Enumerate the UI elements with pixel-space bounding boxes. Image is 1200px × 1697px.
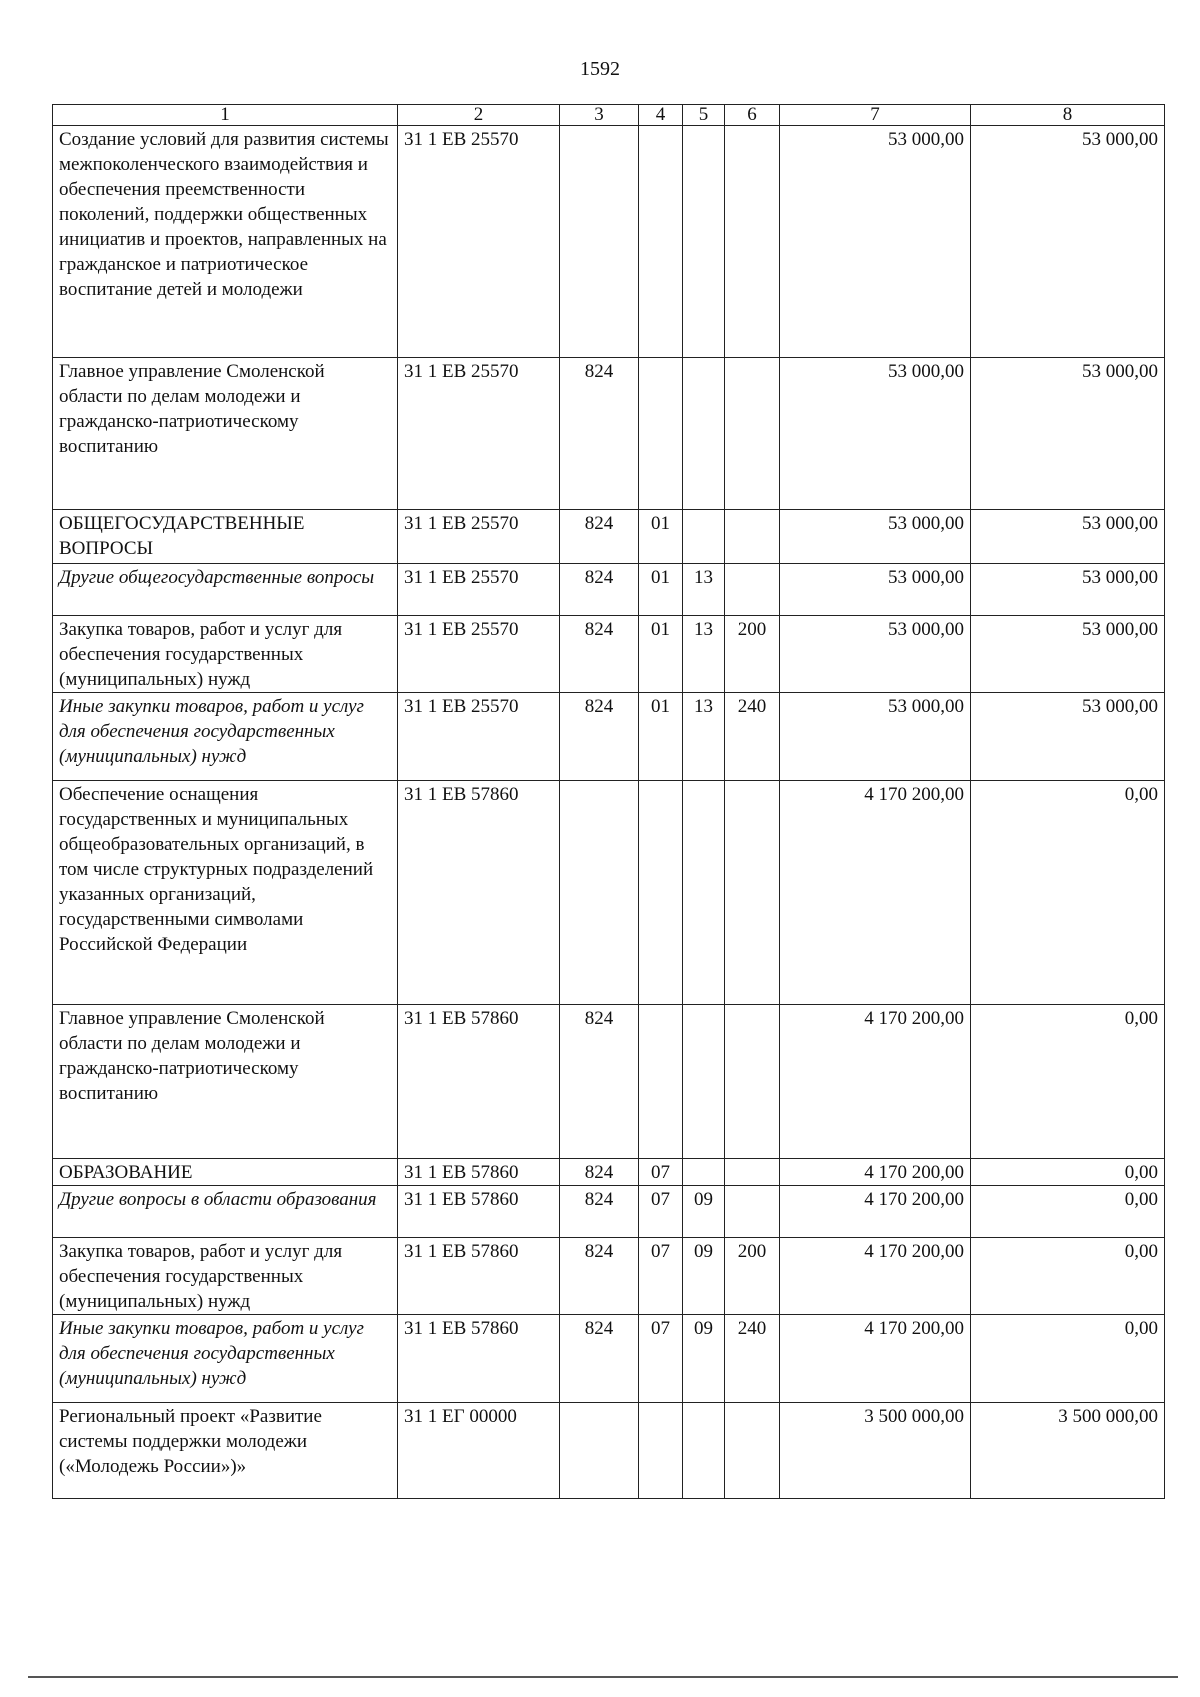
row-name-cell: ОБЩЕГОСУДАРСТВЕННЫЕ ВОПРОСЫ — [53, 510, 398, 564]
ministry-code-cell: 824 — [560, 616, 639, 693]
amount-col8-cell: 0,00 — [971, 1315, 1165, 1403]
target-code-cell: 31 1 ЕВ 25570 — [398, 564, 560, 616]
target-code-cell: 31 1 ЕВ 57860 — [398, 1005, 560, 1159]
table-row — [53, 510, 1165, 564]
table-row — [53, 564, 1165, 616]
target-code-cell: 31 1 ЕВ 25570 — [398, 510, 560, 564]
header-cell: 1 — [53, 105, 398, 126]
table-row — [53, 1238, 1165, 1315]
ministry-code-cell — [560, 781, 639, 1005]
subsection-code-cell: 13 — [683, 616, 725, 693]
row-name-cell: Другие общегосударственные вопросы — [53, 564, 398, 616]
amount-col8-cell: 0,00 — [971, 781, 1165, 1005]
row-name-cell: Другие вопросы в области образования — [53, 1186, 398, 1238]
subsection-code-cell: 09 — [683, 1315, 725, 1403]
amount-col8-cell: 0,00 — [971, 1186, 1165, 1238]
section-code-cell — [639, 126, 683, 358]
page-number: 1592 — [580, 58, 620, 80]
section-code-cell: 07 — [639, 1315, 683, 1403]
expense-type-cell: 240 — [725, 693, 780, 781]
amount-col8-cell: 3 500 000,00 — [971, 1403, 1165, 1499]
target-code-cell: 31 1 ЕВ 25570 — [398, 358, 560, 510]
target-code-cell: 31 1 ЕВ 25570 — [398, 693, 560, 781]
amount-col8-cell: 53 000,00 — [971, 564, 1165, 616]
row-name-cell: Иные закупки товаров, работ и услуг для обеспечения государственных (муниципальных) нужд — [53, 1315, 398, 1403]
header-cell: 6 — [725, 105, 780, 126]
table-row — [53, 1403, 1165, 1499]
row-name-cell: Региональный проект «Развитие системы поддержки молодежи («Молодежь России»)» — [53, 1403, 398, 1499]
budget-table — [52, 104, 1165, 1499]
ministry-code-cell: 824 — [560, 1005, 639, 1159]
amount-col8-cell: 0,00 — [971, 1238, 1165, 1315]
section-code-cell: 07 — [639, 1186, 683, 1238]
expense-type-cell — [725, 781, 780, 1005]
subsection-code-cell — [683, 781, 725, 1005]
expense-type-cell — [725, 1005, 780, 1159]
subsection-code-cell: 09 — [683, 1238, 725, 1315]
amount-col7-cell: 4 170 200,00 — [780, 1186, 971, 1238]
target-code-cell: 31 1 ЕВ 25570 — [398, 616, 560, 693]
amount-col7-cell: 53 000,00 — [780, 564, 971, 616]
section-code-cell — [639, 781, 683, 1005]
header-cell: 4 — [639, 105, 683, 126]
subsection-code-cell — [683, 126, 725, 358]
ministry-code-cell — [560, 126, 639, 358]
expense-type-cell — [725, 1403, 780, 1499]
amount-col7-cell: 4 170 200,00 — [780, 1238, 971, 1315]
amount-col7-cell: 4 170 200,00 — [780, 781, 971, 1005]
ministry-code-cell: 824 — [560, 1186, 639, 1238]
table-row — [53, 693, 1165, 781]
row-name-cell: Закупка товаров, работ и услуг для обеспечения государственных (муниципальных) нужд — [53, 1238, 398, 1315]
amount-col7-cell: 4 170 200,00 — [780, 1159, 971, 1186]
table-row — [53, 1315, 1165, 1403]
subsection-code-cell — [683, 1159, 725, 1186]
ministry-code-cell: 824 — [560, 693, 639, 781]
header-row — [53, 105, 1165, 126]
row-name-cell: Обеспечение оснащения государственных и муниципальных общеобразовательных организаций, в том числе структурных подразделений указанных организаций, государственными символами Российской Федерации — [53, 781, 398, 1005]
row-name-cell: Главное управление Смоленской области по делам молодежи и гражданско-патриотическому воспитанию — [53, 358, 398, 510]
subsection-code-cell — [683, 1403, 725, 1499]
target-code-cell: 31 1 ЕВ 57860 — [398, 1238, 560, 1315]
amount-col8-cell: 53 000,00 — [971, 358, 1165, 510]
table-row — [53, 1186, 1165, 1238]
subsection-code-cell — [683, 1005, 725, 1159]
target-code-cell: 31 1 ЕВ 57860 — [398, 781, 560, 1005]
section-code-cell: 01 — [639, 693, 683, 781]
amount-col7-cell: 53 000,00 — [780, 126, 971, 358]
table-row — [53, 616, 1165, 693]
ministry-code-cell: 824 — [560, 1159, 639, 1186]
subsection-code-cell: 13 — [683, 564, 725, 616]
ministry-code-cell — [560, 1403, 639, 1499]
section-code-cell — [639, 1005, 683, 1159]
section-code-cell — [639, 1403, 683, 1499]
amount-col7-cell: 53 000,00 — [780, 510, 971, 564]
amount-col8-cell: 53 000,00 — [971, 126, 1165, 358]
amount-col7-cell: 53 000,00 — [780, 358, 971, 510]
amount-col7-cell: 3 500 000,00 — [780, 1403, 971, 1499]
footer-rule — [28, 1676, 1178, 1678]
header-cell: 7 — [780, 105, 971, 126]
expense-type-cell: 200 — [725, 616, 780, 693]
row-name-cell: Главное управление Смоленской области по делам молодежи и гражданско-патриотическому воспитанию — [53, 1005, 398, 1159]
amount-col7-cell: 4 170 200,00 — [780, 1315, 971, 1403]
ministry-code-cell: 824 — [560, 510, 639, 564]
table-row — [53, 781, 1165, 1005]
section-code-cell: 01 — [639, 564, 683, 616]
section-code-cell: 07 — [639, 1238, 683, 1315]
expense-type-cell — [725, 1186, 780, 1238]
header-cell: 3 — [560, 105, 639, 126]
row-name-cell: Закупка товаров, работ и услуг для обеспечения государственных (муниципальных) нужд — [53, 616, 398, 693]
row-name-cell: ОБРАЗОВАНИЕ — [53, 1159, 398, 1186]
target-code-cell: 31 1 ЕВ 25570 — [398, 126, 560, 358]
ministry-code-cell: 824 — [560, 1238, 639, 1315]
target-code-cell: 31 1 ЕГ 00000 — [398, 1403, 560, 1499]
table-row — [53, 126, 1165, 358]
subsection-code-cell: 09 — [683, 1186, 725, 1238]
section-code-cell: 07 — [639, 1159, 683, 1186]
row-name-cell: Создание условий для развития системы межпоколенческого взаимодействия и обеспечения преемственности поколений, поддержки общественных инициатив и проектов, направленных на гражданское и патриотическое воспитание детей и молодежи — [53, 126, 398, 358]
amount-col8-cell: 53 000,00 — [971, 510, 1165, 564]
header-cell: 8 — [971, 105, 1165, 126]
subsection-code-cell — [683, 510, 725, 564]
expense-type-cell: 240 — [725, 1315, 780, 1403]
section-code-cell: 01 — [639, 616, 683, 693]
table-row — [53, 1159, 1165, 1186]
amount-col7-cell: 53 000,00 — [780, 693, 971, 781]
ministry-code-cell: 824 — [560, 1315, 639, 1403]
amount-col8-cell: 0,00 — [971, 1159, 1165, 1186]
expense-type-cell — [725, 510, 780, 564]
expense-type-cell — [725, 358, 780, 510]
target-code-cell: 31 1 ЕВ 57860 — [398, 1159, 560, 1186]
ministry-code-cell: 824 — [560, 564, 639, 616]
header-cell: 5 — [683, 105, 725, 126]
ministry-code-cell: 824 — [560, 358, 639, 510]
amount-col7-cell: 4 170 200,00 — [780, 1005, 971, 1159]
subsection-code-cell: 13 — [683, 693, 725, 781]
subsection-code-cell — [683, 358, 725, 510]
amount-col8-cell: 53 000,00 — [971, 616, 1165, 693]
expense-type-cell: 200 — [725, 1238, 780, 1315]
expense-type-cell — [725, 126, 780, 358]
row-name-cell: Иные закупки товаров, работ и услуг для обеспечения государственных (муниципальных) нужд — [53, 693, 398, 781]
table-row — [53, 358, 1165, 510]
amount-col7-cell: 53 000,00 — [780, 616, 971, 693]
table-row — [53, 1005, 1165, 1159]
target-code-cell: 31 1 ЕВ 57860 — [398, 1186, 560, 1238]
section-code-cell: 01 — [639, 510, 683, 564]
target-code-cell: 31 1 ЕВ 57860 — [398, 1315, 560, 1403]
amount-col8-cell: 53 000,00 — [971, 693, 1165, 781]
expense-type-cell — [725, 564, 780, 616]
expense-type-cell — [725, 1159, 780, 1186]
header-cell: 2 — [398, 105, 560, 126]
amount-col8-cell: 0,00 — [971, 1005, 1165, 1159]
section-code-cell — [639, 358, 683, 510]
